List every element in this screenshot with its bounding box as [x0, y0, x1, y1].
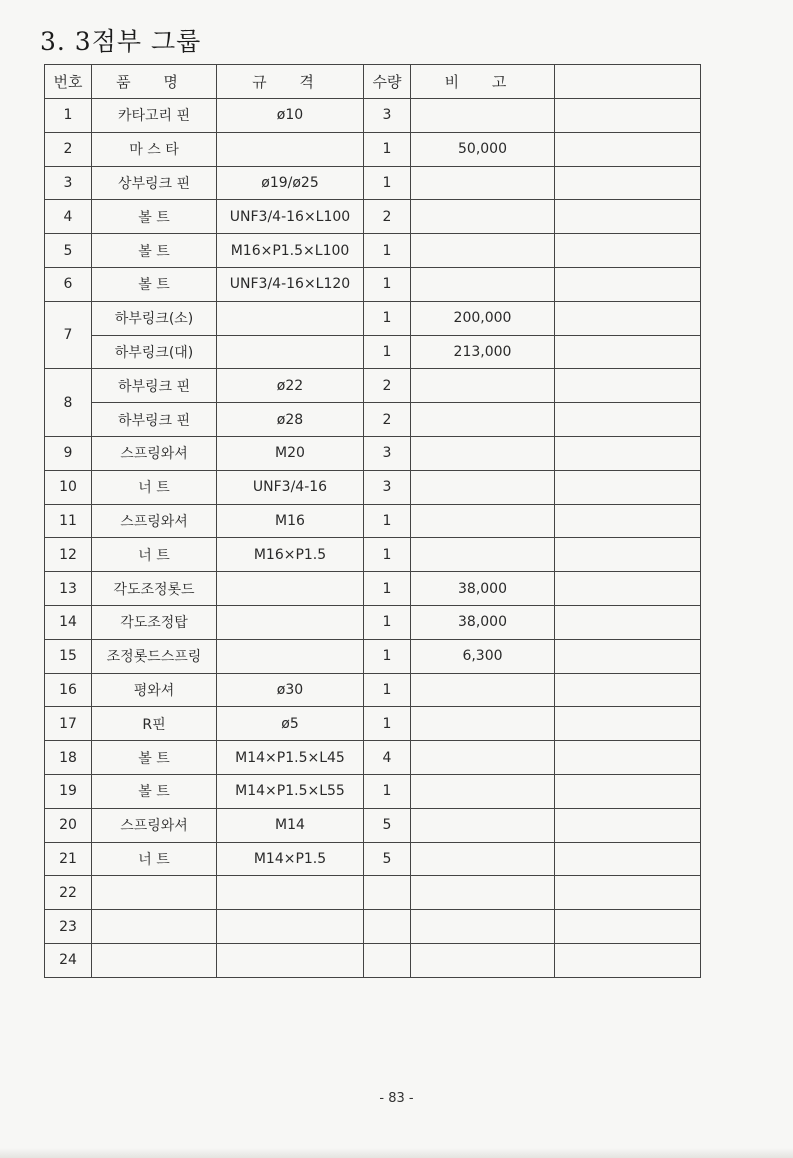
part-spec [217, 335, 364, 369]
header-name: 품 명 [92, 65, 217, 99]
part-remark [411, 741, 555, 775]
part-spec [217, 572, 364, 606]
extra-cell [555, 910, 701, 944]
part-name [92, 910, 217, 944]
row-number: 19 [45, 774, 92, 808]
row-number: 14 [45, 605, 92, 639]
row-number: 4 [45, 200, 92, 234]
extra-cell [555, 504, 701, 538]
row-number: 11 [45, 504, 92, 538]
part-qty [364, 943, 411, 977]
table-row [45, 538, 701, 572]
part-name: 스프링와셔 [92, 436, 217, 470]
part-qty: 2 [364, 403, 411, 437]
part-spec: ø19/ø25 [217, 166, 364, 200]
part-spec: ø28 [217, 403, 364, 437]
part-name: 하부링크(대) [92, 335, 217, 369]
table-row [45, 673, 701, 707]
part-name: 너 트 [92, 842, 217, 876]
part-remark [411, 943, 555, 977]
row-number: 18 [45, 741, 92, 775]
table-row [45, 572, 701, 606]
table-row [45, 234, 701, 268]
part-qty: 2 [364, 369, 411, 403]
part-name: 너 트 [92, 538, 217, 572]
extra-cell [555, 774, 701, 808]
part-remark [411, 99, 555, 133]
part-spec: M20 [217, 436, 364, 470]
row-number: 22 [45, 876, 92, 910]
part-qty: 1 [364, 572, 411, 606]
header-no: 번호 [45, 65, 92, 99]
row-number: 17 [45, 707, 92, 741]
part-name: 스프링와셔 [92, 808, 217, 842]
part-remark [411, 774, 555, 808]
part-remark: 50,000 [411, 132, 555, 166]
part-remark [411, 403, 555, 437]
table-row [45, 605, 701, 639]
row-number: 3 [45, 166, 92, 200]
extra-cell [555, 538, 701, 572]
part-remark [411, 369, 555, 403]
part-name: 하부링크 핀 [92, 369, 217, 403]
part-qty: 5 [364, 842, 411, 876]
part-qty [364, 876, 411, 910]
table-row [45, 132, 701, 166]
part-name: 볼 트 [92, 234, 217, 268]
part-spec [217, 943, 364, 977]
part-spec [217, 639, 364, 673]
extra-cell [555, 403, 701, 437]
part-qty: 2 [364, 200, 411, 234]
part-qty: 1 [364, 234, 411, 268]
extra-cell [555, 301, 701, 335]
row-number: 20 [45, 808, 92, 842]
part-qty: 1 [364, 538, 411, 572]
part-spec: M16 [217, 504, 364, 538]
part-name: 볼 트 [92, 774, 217, 808]
table-row [45, 910, 701, 944]
part-remark [411, 234, 555, 268]
part-remark [411, 267, 555, 301]
table-row [45, 504, 701, 538]
part-qty: 1 [364, 774, 411, 808]
row-number: 7 [45, 301, 92, 369]
part-qty: 1 [364, 132, 411, 166]
table-row [45, 876, 701, 910]
part-qty: 4 [364, 741, 411, 775]
parts-table [44, 64, 701, 978]
row-number: 23 [45, 910, 92, 944]
table-row [45, 166, 701, 200]
part-remark [411, 200, 555, 234]
part-remark [411, 504, 555, 538]
row-number: 9 [45, 436, 92, 470]
part-spec [217, 910, 364, 944]
table-row [45, 808, 701, 842]
part-remark [411, 166, 555, 200]
part-spec: M14×P1.5×L55 [217, 774, 364, 808]
part-remark [411, 842, 555, 876]
extra-cell [555, 99, 701, 133]
part-spec: UNF3/4-16 [217, 470, 364, 504]
part-qty: 3 [364, 99, 411, 133]
part-remark [411, 707, 555, 741]
part-name: 평와셔 [92, 673, 217, 707]
header-qty: 수량 [364, 65, 411, 99]
row-number: 24 [45, 943, 92, 977]
row-number: 12 [45, 538, 92, 572]
part-name: 스프링와셔 [92, 504, 217, 538]
header-spec: 규 격 [217, 65, 364, 99]
row-number: 1 [45, 99, 92, 133]
extra-cell [555, 234, 701, 268]
table-row [45, 267, 701, 301]
extra-cell [555, 572, 701, 606]
part-spec: ø30 [217, 673, 364, 707]
row-number: 16 [45, 673, 92, 707]
table-row [45, 403, 701, 437]
part-name: 각도조정탑 [92, 605, 217, 639]
part-qty: 1 [364, 504, 411, 538]
extra-cell [555, 369, 701, 403]
table-body [45, 99, 701, 978]
part-qty: 3 [364, 470, 411, 504]
table-row [45, 436, 701, 470]
table-row [45, 200, 701, 234]
part-remark [411, 910, 555, 944]
part-spec: M14×P1.5 [217, 842, 364, 876]
part-name: 볼 트 [92, 200, 217, 234]
part-spec: M14×P1.5×L45 [217, 741, 364, 775]
part-spec: M16×P1.5 [217, 538, 364, 572]
table-row [45, 842, 701, 876]
part-name: 너 트 [92, 470, 217, 504]
part-qty: 1 [364, 335, 411, 369]
part-remark [411, 673, 555, 707]
part-qty [364, 910, 411, 944]
part-remark [411, 876, 555, 910]
row-number: 15 [45, 639, 92, 673]
page-title: 3. 3점부 그룹 [40, 27, 202, 56]
extra-cell [555, 166, 701, 200]
part-name: 하부링크(소) [92, 301, 217, 335]
part-name: 각도조정롯드 [92, 572, 217, 606]
part-spec: ø22 [217, 369, 364, 403]
table-row [45, 301, 701, 335]
part-name: 볼 트 [92, 267, 217, 301]
part-remark [411, 538, 555, 572]
extra-cell [555, 335, 701, 369]
table-row [45, 707, 701, 741]
extra-cell [555, 741, 701, 775]
part-spec: M14 [217, 808, 364, 842]
part-name: 마 스 타 [92, 132, 217, 166]
table-header-row [45, 65, 701, 99]
part-name: R핀 [92, 707, 217, 741]
part-name: 하부링크 핀 [92, 403, 217, 437]
part-name: 볼 트 [92, 741, 217, 775]
table-row [45, 943, 701, 977]
header-extra [555, 65, 701, 99]
extra-cell [555, 707, 701, 741]
part-qty: 1 [364, 673, 411, 707]
part-remark [411, 808, 555, 842]
row-number: 2 [45, 132, 92, 166]
part-qty: 1 [364, 639, 411, 673]
extra-cell [555, 132, 701, 166]
table-row [45, 774, 701, 808]
part-qty: 1 [364, 267, 411, 301]
part-spec [217, 876, 364, 910]
part-remark: 200,000 [411, 301, 555, 335]
extra-cell [555, 436, 701, 470]
part-remark: 213,000 [411, 335, 555, 369]
part-spec [217, 605, 364, 639]
part-spec: UNF3/4-16×L100 [217, 200, 364, 234]
scan-edge [0, 1148, 793, 1158]
page-number: - 83 - [379, 1091, 414, 1106]
extra-cell [555, 673, 701, 707]
row-number: 13 [45, 572, 92, 606]
table-row [45, 369, 701, 403]
row-number: 8 [45, 369, 92, 437]
row-number: 5 [45, 234, 92, 268]
table-row [45, 335, 701, 369]
part-name: 카타고리 핀 [92, 99, 217, 133]
extra-cell [555, 470, 701, 504]
part-name [92, 943, 217, 977]
part-spec [217, 132, 364, 166]
table-row [45, 639, 701, 673]
extra-cell [555, 267, 701, 301]
extra-cell [555, 808, 701, 842]
header-remark: 비 고 [411, 65, 555, 99]
part-remark: 6,300 [411, 639, 555, 673]
table-row [45, 741, 701, 775]
part-qty: 1 [364, 166, 411, 200]
part-name [92, 876, 217, 910]
part-qty: 1 [364, 707, 411, 741]
part-qty: 1 [364, 301, 411, 335]
extra-cell [555, 842, 701, 876]
part-spec: ø5 [217, 707, 364, 741]
extra-cell [555, 605, 701, 639]
part-remark: 38,000 [411, 605, 555, 639]
extra-cell [555, 876, 701, 910]
table-row [45, 470, 701, 504]
table-row [45, 99, 701, 133]
part-spec: UNF3/4-16×L120 [217, 267, 364, 301]
extra-cell [555, 200, 701, 234]
part-spec: ø10 [217, 99, 364, 133]
part-remark: 38,000 [411, 572, 555, 606]
extra-cell [555, 639, 701, 673]
extra-cell [555, 943, 701, 977]
part-qty: 3 [364, 436, 411, 470]
part-remark [411, 470, 555, 504]
row-number: 10 [45, 470, 92, 504]
part-spec [217, 301, 364, 335]
part-spec: M16×P1.5×L100 [217, 234, 364, 268]
part-qty: 5 [364, 808, 411, 842]
row-number: 21 [45, 842, 92, 876]
part-qty: 1 [364, 605, 411, 639]
row-number: 6 [45, 267, 92, 301]
part-name: 조정롯드스프링 [92, 639, 217, 673]
part-name: 상부링크 핀 [92, 166, 217, 200]
part-remark [411, 436, 555, 470]
